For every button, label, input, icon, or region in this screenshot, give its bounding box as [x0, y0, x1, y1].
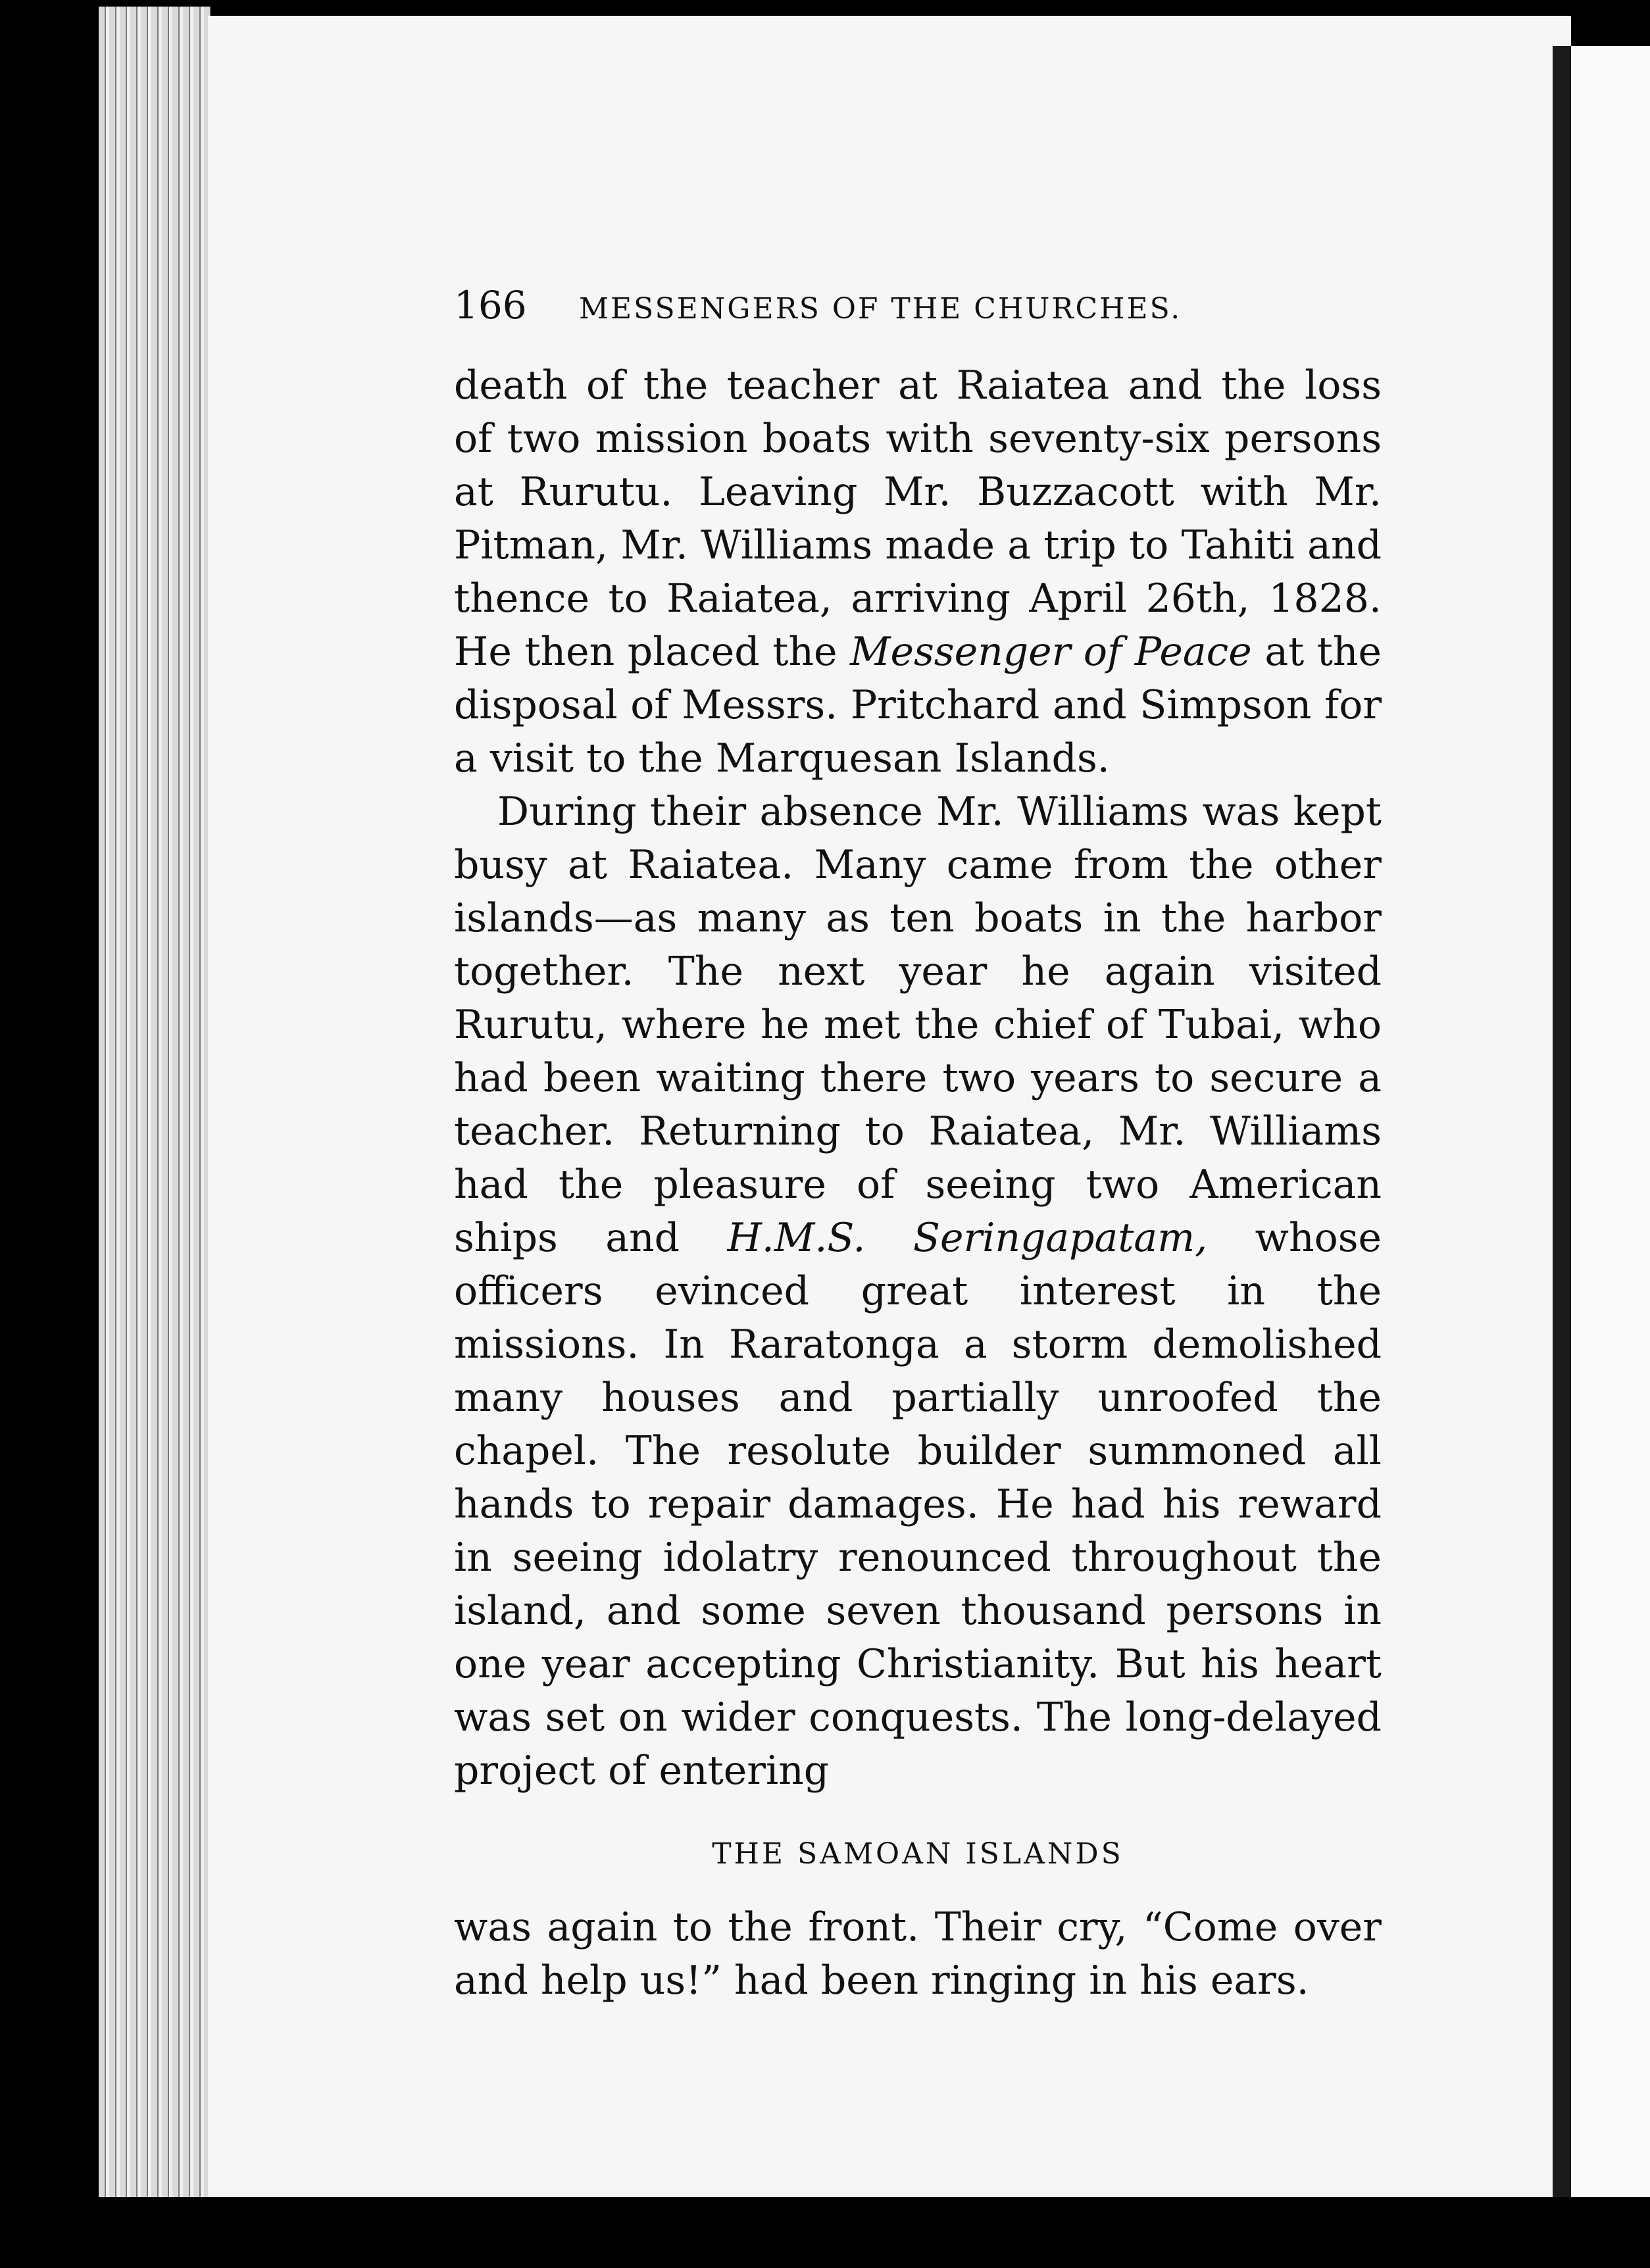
- paragraph-1-text-a: death of the teacher at Raiatea and the loss of two mission boats with seventy-six persons at Rurutu. Leaving Mr. Buzzacott with Mr. Pitman, Mr. Williams made a trip to Tahiti and thence to Raiatea, arriving April 26th, 1828. He then placed the: [454, 362, 1382, 675]
- paragraph-1-italic: Messenger of Peace: [850, 629, 1252, 675]
- paragraph-2-italic: H.M.S. Seringapatam,: [727, 1215, 1208, 1261]
- paragraph-1: [454, 359, 1382, 785]
- section-heading: THE SAMOAN ISLANDS: [712, 1837, 1124, 1871]
- facing-page: [1571, 46, 1650, 2197]
- page-text: [454, 283, 1382, 2008]
- paragraph-3: was again to the front. Their cry, “Come over and help us!” had been ringing in his ears.: [454, 1904, 1382, 2004]
- running-head-title: MESSENGERS OF THE CHURCHES.: [579, 292, 1182, 326]
- paragraph-1-text-b: at the disposal of Messrs. Pritchard and Simpson for a visit to the Marquesan Islands.: [454, 629, 1382, 781]
- page-number: 166: [454, 283, 527, 328]
- paragraph-2: [454, 785, 1382, 1798]
- paragraph-2-text-b: whose officers evinced great interest in the missions. In Raratonga a storm demolished many houses and partially unroofed the chapel. The resolute builder summoned all hands to repair damages. He had his reward in seeing idolatry renounced throughout the island, and some seven thousand persons in one year accepting Christianity. But his heart was set on wider conquests. The long-delayed project of entering: [454, 1215, 1382, 1794]
- paragraph-2-text-a: During their absence Mr. Williams was kept busy at Raiatea. Many came from the other islands—as many as ten boats in the harbor together. The next year he again visited Rurutu, where he met the chief of Tubai, who had been waiting there two years to secure a teacher. Returning to Raiatea, Mr. Williams had the pleasure of seeing two American ships and: [454, 789, 1382, 1261]
- running-head: [454, 283, 1382, 342]
- page-edges: [99, 7, 211, 2197]
- scan-border: [0, 2197, 1650, 2268]
